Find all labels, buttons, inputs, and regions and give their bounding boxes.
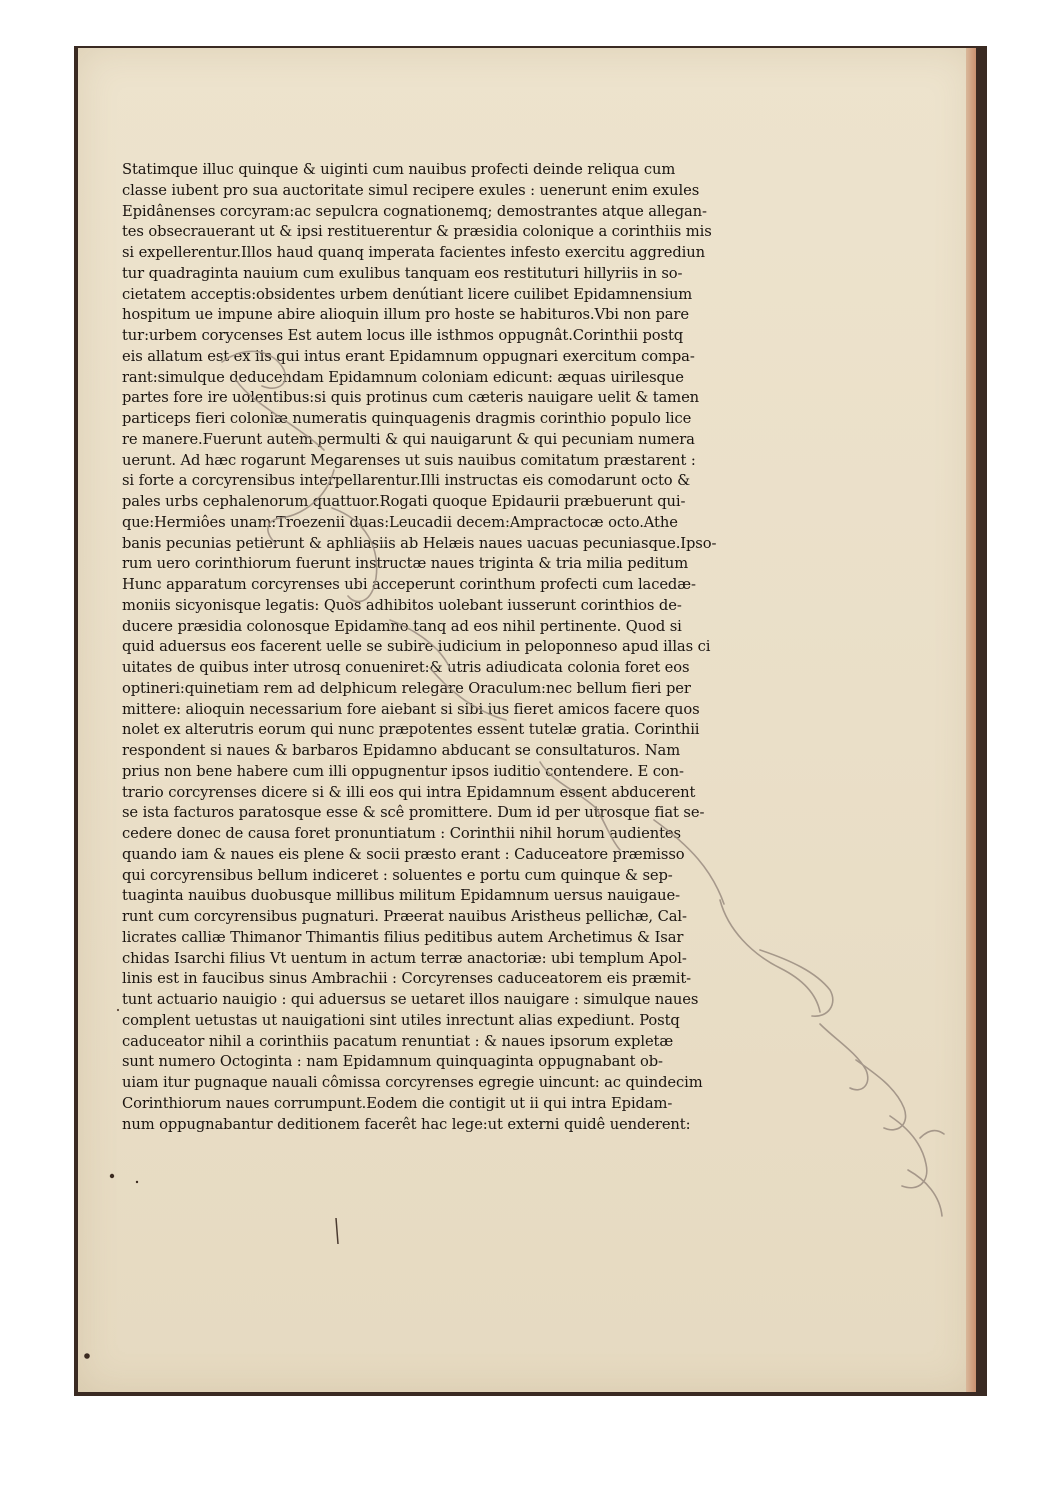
text-line: qui corcyrensibus bellum indiceret : soluentes e portu cum quinque & sep- — [122, 866, 673, 884]
incunable-text-block — [122, 160, 922, 1135]
text-line: mittere: alioquin necessarium fore aiebant si sibi ius fieret amicos facere quos — [122, 700, 700, 718]
text-line: banis pecunias petierunt & aphliasiis ab Helæis naues uacuas pecuniasque.Ipso- — [122, 534, 717, 552]
text-line: nolet ex alterutris eorum qui nunc præpotentes essent tutelæ gratia. Corinthii — [122, 721, 700, 739]
text-line: Epidânenses corcyram:ac sepulcra cognationemq; demostrantes atque allegan- — [122, 202, 707, 220]
text-line: moniis sicyonisque legatis: Quos adhibitos uolebant iusserunt corinthios de- — [122, 596, 682, 614]
text-line: linis est in faucibus sinus Ambrachii : Corcyrenses caduceatorem eis præmit- — [122, 970, 691, 988]
text-line: chidas Isarchi filius Vt uentum in actum terræ anactoriæ: ubi templum Apol- — [122, 949, 687, 967]
text-line: pales urbs cephalenorum quattuor.Rogati quoque Epidaurii præbuerunt qui- — [122, 493, 686, 510]
text-line: runt cum corcyrensibus pugnaturi. Præerat nauibus Aristheus pellichæ, Cal- — [122, 908, 687, 925]
text-line: eis allatum est ex iis qui intus erant Epidamnum oppugnari exercitum compa- — [122, 347, 695, 365]
text-line: cietatem acceptis:obsidentes urbem denútiant licere cuilibet Epidamnensium — [122, 285, 693, 303]
page-edge-tint — [966, 48, 976, 1392]
text-line: uerunt. Ad hæc rogarunt Megarenses ut suis nauibus comitatum præstarent : — [122, 451, 696, 469]
text-line: prius non bene habere cum illi oppugnentur ipsos iuditio contendere. E con- — [122, 762, 684, 780]
text-line: ducere præsidia colonosque Epidamno tanq ad eos nihil pertinente. Quod si — [122, 617, 682, 635]
text-line: trario corcyrenses dicere si & illi eos qui intra Epidamnum essent abducerent — [122, 783, 696, 801]
text-line: quid aduersus eos facerent uelle se subire iudicium in peloponneso apud illas ci — [122, 638, 711, 656]
text-line: particeps fieri coloniæ numeratis quinquagenis dragmis corinthio populo lice — [122, 410, 692, 427]
text-line: num oppugnabantur deditionem facerêt hac lege:ut externi quidê uenderent: — [122, 1115, 691, 1133]
text-line: respondent si naues & barbaros Epidamno abducant se consultaturos. Nam — [122, 742, 681, 759]
text-line: uiam itur pugnaque nauali cômissa corcyrenses egregie uincunt: ac quindecim — [122, 1074, 703, 1091]
text-line: re manere.Fuerunt autem permulti & qui nauigarunt & qui pecuniam numera — [122, 430, 695, 448]
text-line: optineri:quinetiam rem ad delphicum relegare Oraculum:nec bellum fieri per — [122, 679, 691, 697]
text-line: uitates de quibus inter utrosq conueniret:& utris adiudicata colonia foret eos — [122, 659, 690, 676]
text-line: cedere donec de causa foret pronuntiatum : Corinthii nihil horum audientes — [122, 825, 681, 842]
text-line: Hunc apparatum corcyrenses ubi acceperunt corinthum profecti cum lacedæ- — [122, 576, 696, 593]
text-line: si expellerentur.Illos haud quanq imperata facientes infesto exercitu aggrediun — [122, 244, 705, 261]
text-line: tes obsecrauerant ut & ipsi restituerentur & præsidia colonique a corinthiis mis — [122, 223, 712, 241]
text-line: rum uero corinthiorum fuerunt instructæ naues triginta & tria milia peditum — [122, 555, 689, 573]
text-line: tur quadraginta nauium cum exulibus tanquam eos restituturi hillyriis in so- — [122, 264, 683, 282]
text-line: Statimque illuc quinque & uiginti cum nauibus profecti deinde reliqua cum — [122, 161, 676, 178]
text-line: Corinthiorum naues corrumpunt.Eodem die contigit ut ii qui intra Epidam- — [122, 1094, 673, 1112]
text-line: caduceator nihil a corinthiis pacatum renuntiat : & naues ipsorum expletæ — [122, 1032, 674, 1050]
text-line: si forte a corcyrensibus interpellarentur.Illi instructas eis comodarunt octo & — [122, 472, 691, 490]
text-line: partes fore ire uolentibus:si quis protinus cum cæteris nauigare uelit & tamen — [122, 389, 700, 407]
text-line: rant:simulque deducendam Epidamnum coloniam edicunt: æquas uirilesque — [122, 368, 684, 386]
text-line: que:Hermiôes unam:Troezenii duas:Leucadii decem:Ampractocæ octo.Athe — [122, 513, 678, 531]
text-line: tur:urbem corycenses Est autem locus ille isthmos oppugnât.Corinthii postq — [122, 327, 684, 344]
text-line: sunt numero Octoginta : nam Epidamnum quinquaginta oppugnabant ob- — [122, 1053, 663, 1071]
text-line: tuaginta nauibus duobusque millibus militum Epidamnum uersus nauigaue- — [122, 887, 680, 905]
text-line: hospitum ue impune abire alioquin illum pro hoste se habituros.Vbi non pare — [122, 306, 689, 324]
text-line: se ista facturos paratosque esse & scê promittere. Dum id per utrosque fiat se- — [122, 804, 705, 822]
text-line: licrates calliæ Thimanor Thimantis filius peditibus autem Archetimus & Isar — [122, 928, 684, 946]
text-line: classe iubent pro sua auctoritate simul recipere exules : uenerunt enim exules — [122, 181, 700, 199]
text-line: complent uetustas ut nauigationi sint utiles inrectunt alias expediunt. Postq — [122, 1011, 680, 1029]
text-line: quando iam & naues eis plene & socii præsto erant : Caduceatore præmisso — [122, 845, 685, 863]
text-line: tunt actuario nauigio : qui aduersus se uetaret illos nauigare : simulque naues — [122, 991, 699, 1008]
